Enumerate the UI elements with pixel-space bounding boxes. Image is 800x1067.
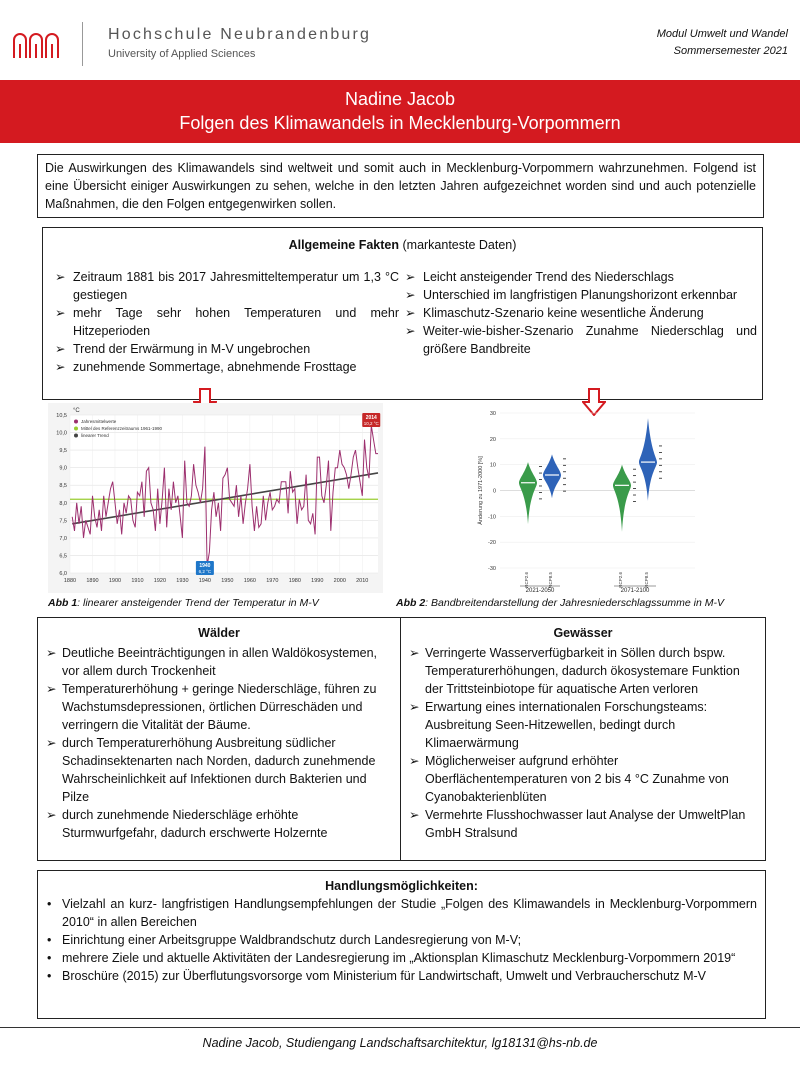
x-tick-label: 1960 [243,578,256,584]
woods-heading: Wälder [198,626,240,640]
list-item-text: mehr Tage sehr hohen Temperaturen und mehr Hitzeperioden [73,306,399,338]
bullet-marker: ➢ [46,646,57,660]
list-item-text: Erwartung eines internationalen Forschungsteams: Ausbreitung Seen-Hitzewellen, bedingt durch Klimaerwärmung [425,700,708,750]
period-label: 2071-2100 [620,588,650,593]
fact-item [51,340,399,358]
caption-abb2-text: : Bandbreitendarstellung der Jahresniederschlagssumme in M-V [425,597,724,609]
violin-shape [613,465,631,532]
action-item [38,949,765,967]
bullet-marker: ➢ [405,288,416,302]
logo-divider [82,22,83,66]
y-tick-label: 0 [492,488,496,495]
caption-abb1-label: Abb 1 [48,597,78,609]
x-tick-label: 2010 [356,578,369,584]
waters-item [401,752,765,806]
list-item-text: durch Temperaturerhöhung Ausbreitung südlicher Schadinsektenarten nach Norden, dadurch zunehmende Wahrscheinlichkeit auf Infektionen durch Bakterien und Pilze [62,736,376,804]
waters-item [401,806,765,842]
woods-list [38,644,400,842]
list-item-text: Trend der Erwärmung in M-V ungebrochen [73,342,311,356]
plot-area [70,415,378,573]
legend-swatch [74,434,78,438]
actions-heading: Handlungsmöglichkeiten: [325,879,478,893]
intro-text: Die Auswirkungen des Klimawandels sind weltweit und somit auch in Mecklenburg-Vorpommern wahrzunehmen. Folgend ist eine Übersicht einiger Auswirkungen zu sehen, welche in den letzten Jahren aufgezeichnet worden sind und auch potenzielle Maßnahmen, die den Folgen entgegenwirken sollen. [37,154,764,218]
woods-item [38,644,400,680]
list-item-text: Möglicherweiser aufgrund erhöhter Oberflächentemperaturen von 2 bis 4 °C Zunahme von Cyanobakterienblüten [425,754,729,804]
bullet-marker: ➢ [409,808,420,822]
scenario-label: RCP2.6 [618,572,623,588]
x-tick-label: 1900 [108,578,122,584]
list-item-text: Einrichtung einer Arbeitsgruppe Waldbrandschutz durch Landesregierung von M-V; [62,933,522,947]
facts-box [42,227,763,400]
university-logo [12,30,62,60]
waters-item [401,644,765,698]
woods-item [38,680,400,734]
precipitation-chart [470,403,700,593]
waters-heading: Gewässer [553,626,613,640]
x-tick-label: 1980 [288,578,301,584]
list-item-text: Broschüre (2015) zur Überflutungsvorsorge vom Ministerium für Landwirtschaft, Umwelt und Verbraucherschutz M-V [62,969,707,983]
x-tick-label: 1930 [176,578,189,584]
list-item-text: Unterschied im langfristigen Planungshorizont erkennbar [423,288,738,302]
title-banner [0,80,800,143]
y-axis-label: Änderung zu 1971-2000 [%] [478,456,484,525]
woods-item [38,806,400,842]
footer-divider [0,1027,800,1028]
action-item [38,931,765,949]
y-tick-label: 9,5 [59,448,67,455]
facts-heading [43,238,762,252]
bullet-marker: ➢ [55,342,66,356]
y-tick-label: 8,5 [59,483,67,490]
violin-shape [543,454,561,498]
fact-item [401,286,757,304]
x-tick-label: 1910 [131,578,144,584]
y-tick-label: -20 [488,540,496,547]
bullet-marker: ➢ [55,306,66,320]
caption-abb2-label: Abb 2 [396,597,426,609]
woods-item [38,734,400,806]
bullet-marker: ➢ [46,682,57,696]
y-tick-label: 10 [489,462,496,469]
violin-shape [639,418,657,501]
actions-list [38,895,765,985]
x-tick-label: 1880 [63,578,77,584]
highlight-value: 6,2 °C [198,569,212,574]
bullet-marker: ➢ [409,754,420,768]
scenario-label: RCP8.5 [548,572,553,588]
legend-label: Mittel des Referenzzeitraums 1961-1990 [81,426,163,431]
scenario-label: RCP8.5 [644,572,649,588]
university-name: Hochschule Neubrandenburg [108,26,372,43]
bullet-marker: ➢ [46,808,57,822]
scenario-label: RCP2.6 [524,572,529,588]
waters-box [400,617,766,861]
footer-contact: Nadine Jacob, Studiengang Landschaftsarchitektur, lg18131@hs-nb.de [202,1036,598,1050]
poster-title: Folgen des Klimawandels in Mecklenburg-Vorpommern [179,113,621,133]
fact-item [401,268,757,286]
module-name: Modul Umwelt und Wandel [656,28,788,40]
list-item-text: Deutliche Beeinträchtigungen in allen Waldökosystemen, vor allem durch Trockenheit [62,646,377,678]
bullet-marker: • [47,969,52,983]
list-item-text: mehrere Ziele und aktuelle Aktivitäten der Landesregierung im „Aktionsplan Klimaschutz Mecklenburg-Vorpommern 2019“ [62,951,736,965]
y-tick-label: 10,0 [56,430,67,437]
y-tick-label: 7,5 [59,518,67,525]
highlight-value: 10,2 °C [363,421,379,426]
list-item-text: Vielzahl an kurz- langfristigen Handlungsempfehlungen der Studie „Folgen des Klimawandels in Mecklenburg-Vorpommern 2010“ in allen Bereichen [62,897,757,929]
module-info [657,26,788,60]
list-item-text: Zeitraum 1881 bis 2017 Jahresmitteltemperatur um 1,3 °C gestiegen [73,270,399,302]
legend-label: linearer Trend [81,433,109,438]
list-item-text: Leicht ansteigender Trend des Niederschlags [423,270,674,284]
period-label: 2021-2050 [525,588,555,593]
list-item-text: Vermehrte Flusshochwasser laut Analyse der UmweltPlan GmbH Stralsund [425,808,746,840]
list-item-text: durch zunehmende Niederschläge erhöhte Sturmwurfgefahr, dadurch erschwerte Holzernte [62,808,328,840]
bullet-marker: ➢ [405,324,416,338]
university-subtitle: University of Applied Sciences [108,48,256,60]
y-tick-label: 6,0 [59,571,67,577]
y-unit-label: °C [73,408,80,414]
caption-abb1-text: : linearer ansteigender Trend der Temperatur in M-V [77,597,319,609]
bullet-marker: ➢ [409,700,420,714]
y-tick-label: 6,5 [59,553,67,560]
x-tick-label: 1890 [86,578,99,584]
list-item-text: Weiter-wie-bisher-Szenario Zunahme Niederschlag und größere Bandbreite [423,324,757,356]
fact-item [401,322,757,358]
y-tick-label: 7,0 [59,535,67,542]
author-name: Nadine Jacob [344,89,456,109]
legend-label: Jahresmittelwerte [81,419,117,424]
bullet-marker: ➢ [405,306,416,320]
x-tick-label: 1950 [221,578,234,584]
fact-item [51,268,399,304]
bullet-marker: ➢ [409,646,420,660]
x-tick-label: 1970 [266,578,279,584]
y-tick-label: 30 [489,411,496,417]
y-tick-label: 9,0 [59,465,67,472]
semester: Sommersemester 2021 [673,45,788,57]
list-item-text: Verringerte Wasserverfügbarkeit in Söllen durch bspw. Temperaturerhöhungen, dadurch ökosystemare Funktion der Trittsteinbiotope für aquatische Arten verloren [425,646,740,696]
x-tick-label: 2000 [333,578,346,584]
bullet-marker: ➢ [55,360,66,374]
bullet-marker: ➢ [55,270,66,284]
y-tick-label: -10 [488,514,496,521]
actions-box [37,870,766,1019]
fact-item [51,358,399,376]
fact-item [51,304,399,340]
waters-list [401,644,765,842]
facts-heading-bold: Allgemeine Fakten [288,238,400,252]
temperature-chart [48,403,383,593]
violin-shape [519,462,537,524]
highlight-year: 2014 [365,415,377,421]
highlight-year: 1940 [199,563,211,569]
list-item-text: Temperaturerhöhung + geringe Niederschläge, führen zu Wachstumsdepressionen, örtlichen Dürreschäden und verringern die Vitalität der Bäume. [62,682,377,732]
caption-abb2 [396,597,724,609]
legend-swatch [74,420,78,424]
action-item [38,895,765,931]
fact-item [401,304,757,322]
facts-heading-note: (markanteste Daten) [399,238,517,252]
bullet-marker: • [47,933,52,947]
y-tick-label: -30 [488,566,496,572]
bullet-marker: ➢ [405,270,416,284]
bullet-marker: ➢ [46,736,57,750]
y-tick-label: 10,5 [56,413,67,419]
woods-box [37,617,401,861]
y-tick-label: 8,0 [59,500,67,507]
facts-right-column [401,268,757,358]
list-item-text: zunehmende Sommertage, abnehmende Frosttage [73,360,357,374]
legend-swatch [74,427,78,431]
x-tick-label: 1920 [153,578,167,584]
bullet-marker: • [47,897,52,911]
waters-item [401,698,765,752]
x-tick-label: 1940 [198,578,212,584]
y-tick-label: 20 [489,436,496,443]
x-tick-label: 1990 [311,578,324,584]
facts-left-column [51,268,399,376]
list-item-text: Klimaschutz-Szenario keine wesentliche Änderung [423,306,704,320]
action-item [38,967,765,985]
caption-abb1 [48,597,319,609]
bullet-marker: • [47,951,52,965]
